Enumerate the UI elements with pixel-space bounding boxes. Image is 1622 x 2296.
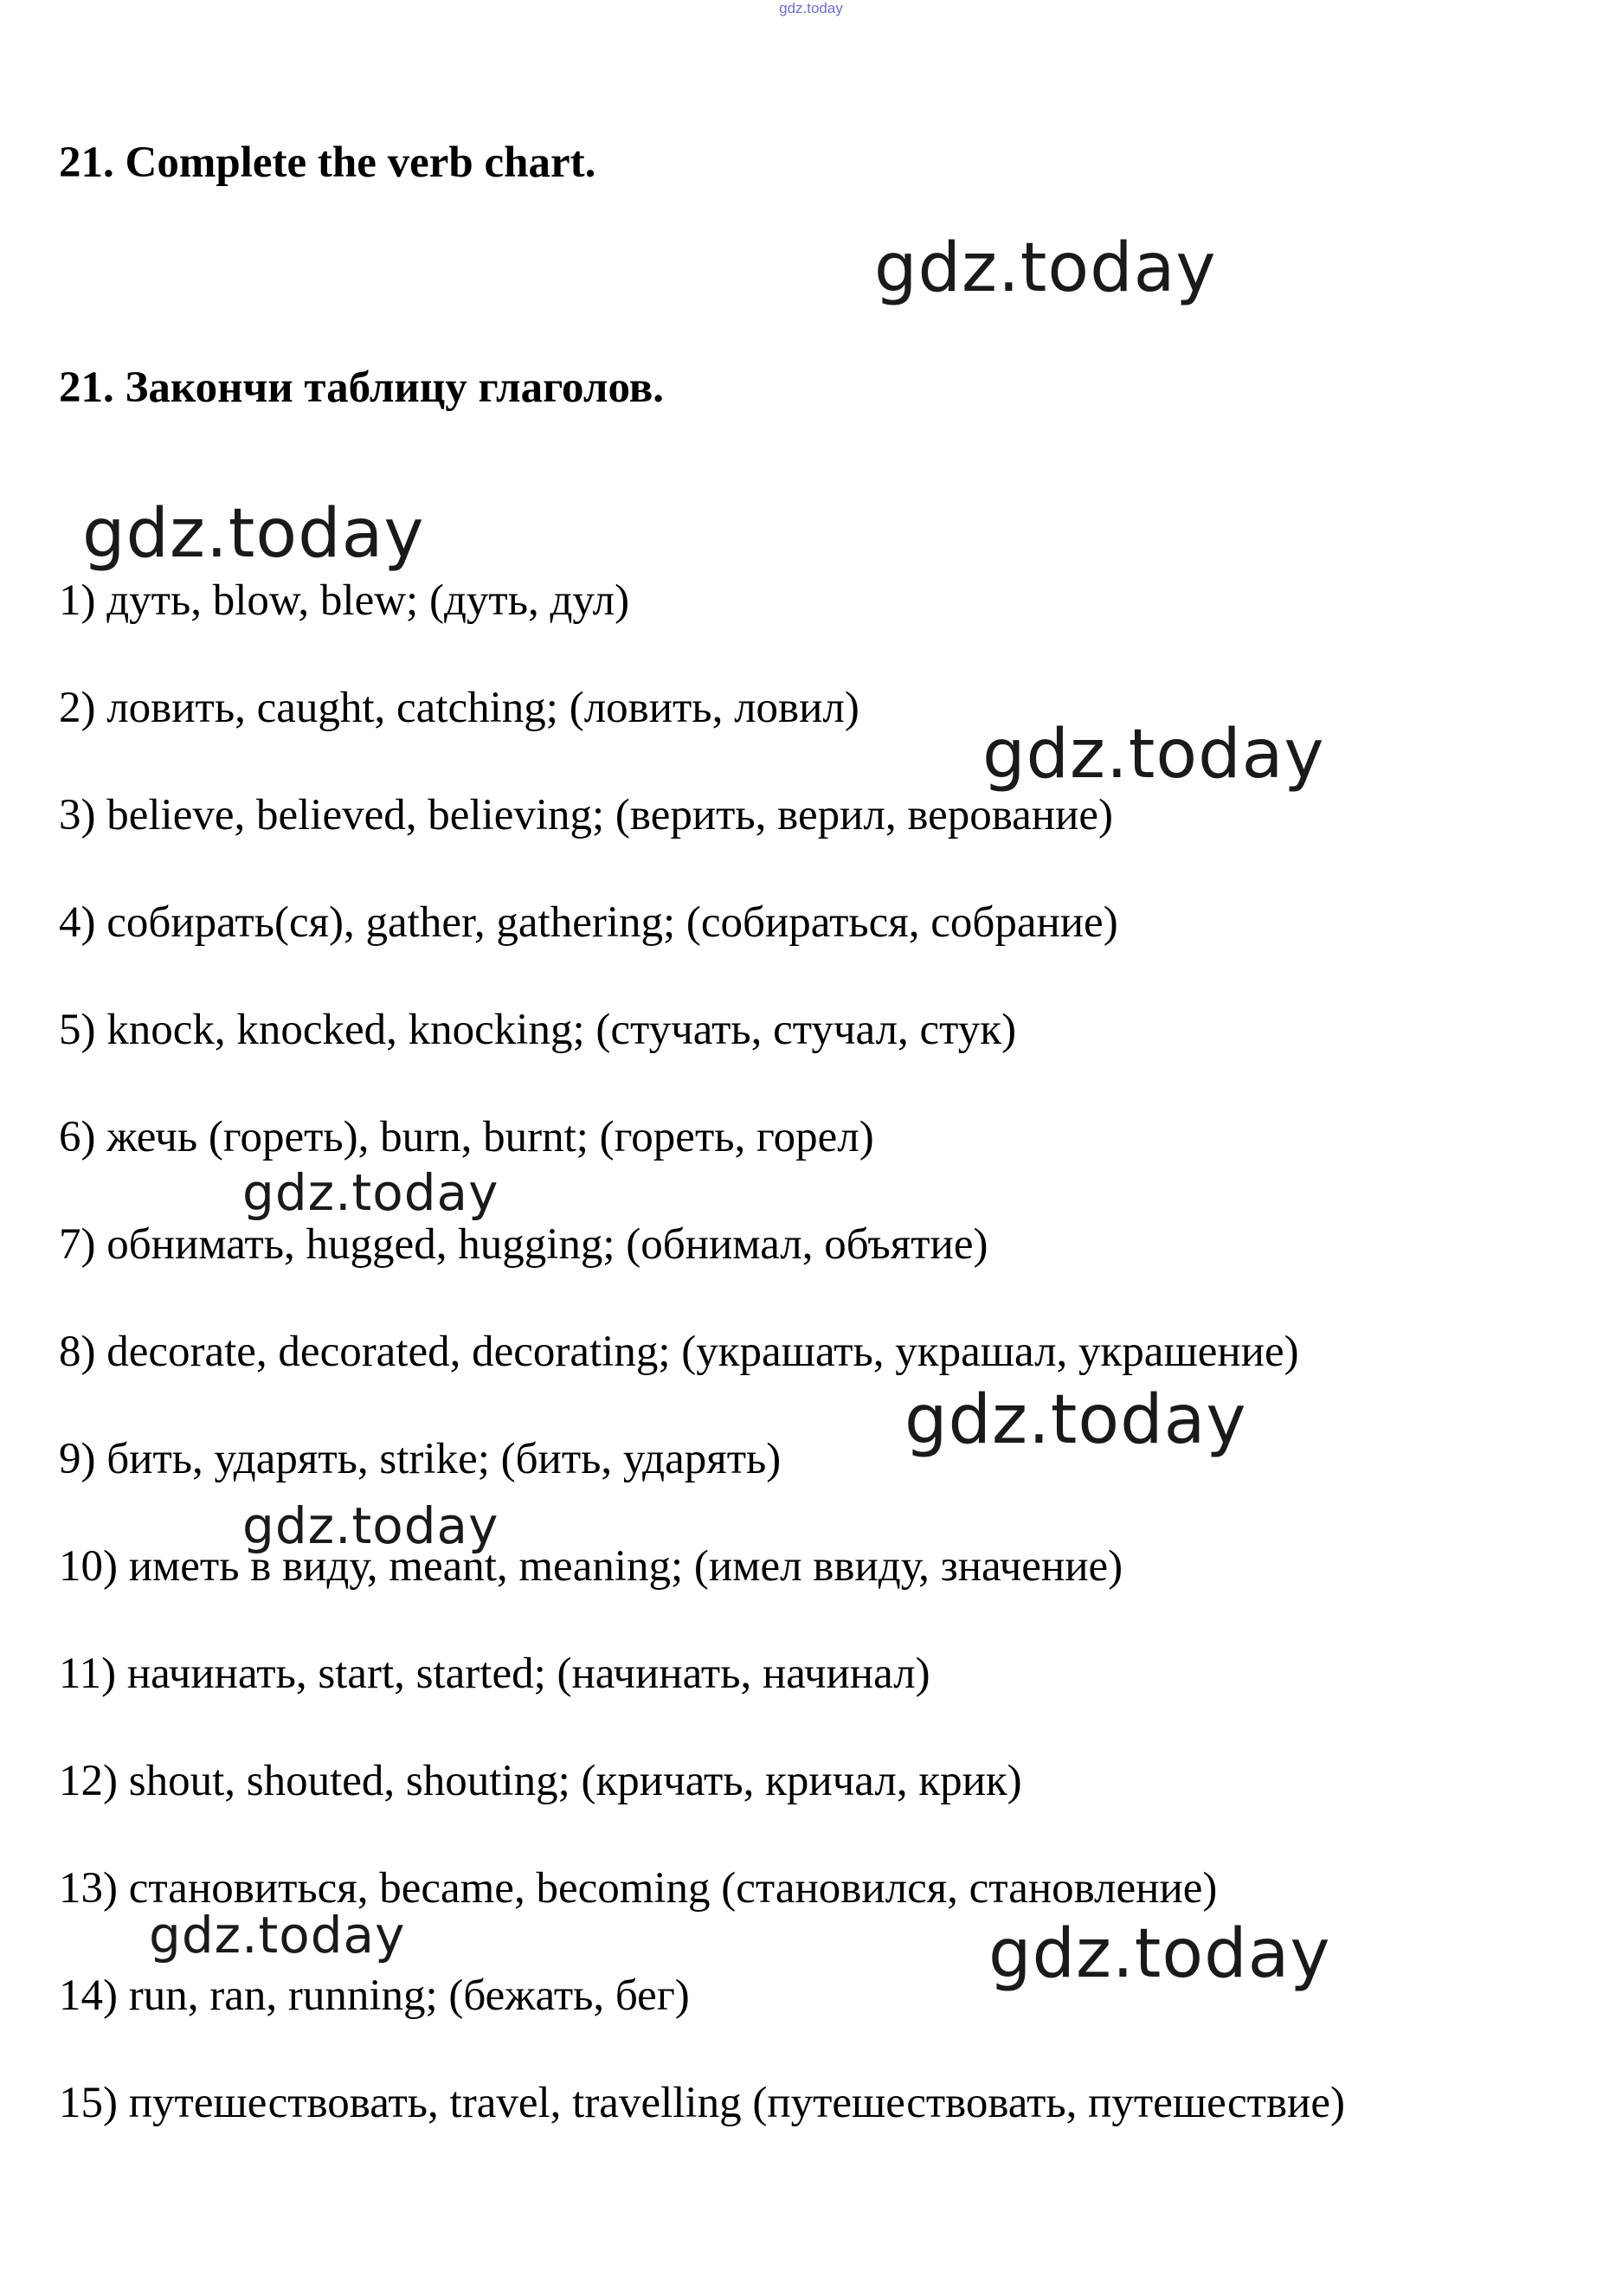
- heading-russian: 21. Закончи таблицу глаголов.: [59, 363, 664, 412]
- verb-line: 8) decorate, decorated, decorating; (украшать, украшал, украшение): [59, 1328, 1299, 1376]
- verb-line: 2) ловить, caught, catching; (ловить, ловил): [59, 684, 859, 732]
- top-watermark: gdz.today: [779, 0, 843, 16]
- watermark: gdz.today: [149, 1906, 406, 1965]
- watermark: gdz.today: [874, 229, 1217, 307]
- watermark: gdz.today: [988, 1915, 1331, 1993]
- verb-line: 5) knock, knocked, knocking; (стучать, стучал, стук): [59, 1006, 1017, 1054]
- verb-line: 15) путешествовать, travel, travelling (путешествовать, путешествие): [59, 2079, 1345, 2127]
- verb-line: 12) shout, shouted, shouting; (кричать, кричал, крик): [59, 1757, 1022, 1805]
- watermark: gdz.today: [82, 495, 425, 573]
- watermark: gdz.today: [242, 1496, 499, 1555]
- heading-english: 21. Complete the verb chart.: [59, 138, 596, 187]
- verb-line: 10) иметь в виду, meant, meaning; (имел ввиду, значение): [59, 1542, 1123, 1591]
- watermark: gdz.today: [242, 1163, 499, 1222]
- verb-line: 13) становиться, became, becoming (становился, становление): [59, 1864, 1218, 1913]
- watermark: gdz.today: [904, 1381, 1247, 1459]
- verb-line: 7) обнимать, hugged, hugging; (обнимал, объятие): [59, 1220, 988, 1269]
- verb-line: 11) начинать, start, started; (начинать, начинал): [59, 1650, 930, 1698]
- verb-line: 4) собирать(ся), gather, gathering; (собираться, собрание): [59, 898, 1118, 947]
- verb-line: 6) жечь (гореть), burn, burnt; (гореть, горел): [59, 1113, 874, 1161]
- verb-line: 3) believe, believed, believing; (верить, верил, верование): [59, 791, 1113, 839]
- watermark: gdz.today: [982, 716, 1325, 794]
- verb-line: 9) бить, ударять, strike; (бить, ударять): [59, 1435, 782, 1483]
- verb-line: 14) run, ran, running; (бежать, бег): [59, 1971, 690, 2020]
- verb-line: 1) дуть, blow, blew; (дуть, дул): [59, 576, 630, 625]
